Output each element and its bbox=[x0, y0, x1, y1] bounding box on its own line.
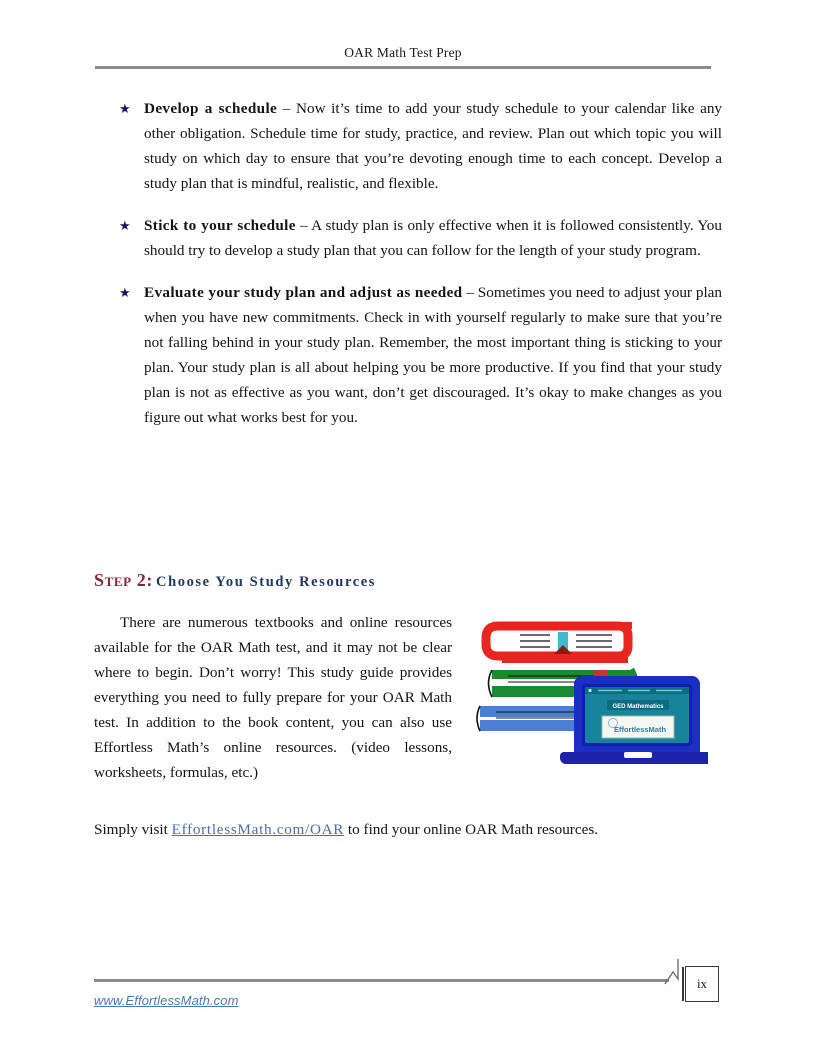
list-item-lead: Develop a schedule bbox=[144, 100, 278, 117]
list-item-body: – A study plan is only effective when it is followed consistently. You should try to develop a study plan that you can follow for the length of your study program. bbox=[144, 217, 722, 259]
header-rule bbox=[95, 66, 711, 69]
books-and-laptop-illustration bbox=[472, 608, 708, 768]
illustration-svg bbox=[472, 608, 708, 768]
list-item-text bbox=[144, 280, 722, 430]
list-item-lead: Stick to your schedule bbox=[144, 217, 296, 234]
page-number-box bbox=[685, 966, 719, 1002]
list-item-text bbox=[144, 213, 722, 263]
section-heading bbox=[94, 570, 376, 591]
list-item-body: – Now it’s time to add your study schedule to your calendar like any other obligation. Schedule time for study, practice, and review. Plan out which topic you will study on which day to ensure that you’re devoting enough time to each concept. Develop a study plan that is mindful, realistic, and flexible. bbox=[144, 100, 723, 192]
step-label: Step 2: bbox=[94, 570, 153, 590]
laptop-screen-heading: GED Mathematics bbox=[612, 704, 664, 710]
book-red-open bbox=[486, 622, 632, 663]
list-item-text bbox=[144, 96, 722, 196]
bullet-list bbox=[118, 96, 722, 447]
running-header bbox=[95, 46, 711, 61]
page-number: ix bbox=[696, 976, 708, 991]
list-item-lead: Evaluate your study plan and adjust as needed bbox=[144, 284, 463, 301]
intro-paragraph: There are numerous textbooks and online resources available for the OAR Math test, and it may not be clear where to begin. Don’t worry! This study guide provides everything you need to fully prepare for your OAR Math test. In addition to the book content, you can also use Effortless Math’s online resources. (video lessons, worksheets, formulas, etc.) bbox=[94, 614, 452, 781]
laptop-icon bbox=[560, 676, 708, 764]
closing-after: to find your online OAR Math resources. bbox=[344, 821, 599, 838]
footer-rule bbox=[94, 979, 669, 982]
star-bullet-icon: ★ bbox=[119, 218, 131, 233]
step-title: Choose You Study Resources bbox=[156, 574, 377, 590]
list-item bbox=[118, 213, 722, 263]
laptop-screen-logo: EffortlessMath bbox=[613, 725, 667, 734]
header-title: OAR Math Test Prep bbox=[344, 45, 462, 60]
footer-site-link[interactable]: www.EffortlessMath.com bbox=[94, 993, 239, 1008]
effortlessmath-oar-link[interactable]: EffortlessMath.com/OAR bbox=[171, 821, 345, 838]
list-item bbox=[118, 280, 722, 430]
star-bullet-icon: ★ bbox=[119, 101, 131, 116]
list-item bbox=[118, 96, 722, 196]
list-item-body: – Sometimes you need to adjust your plan when you have new commitments. Check in with yourself regularly to make sure that you’re not falling behind in your study plan. Remember, the most important thing is sticking to your plan. Your study plan is all about helping you be more productive. If you find that your study plan is not as effective as you want, don’t get discouraged. It’s okay to make changes as you figure out what works best for you. bbox=[144, 284, 722, 426]
closing-before: Simply visit bbox=[94, 821, 172, 838]
star-bullet-icon: ★ bbox=[119, 285, 131, 300]
closing-line bbox=[94, 817, 714, 842]
